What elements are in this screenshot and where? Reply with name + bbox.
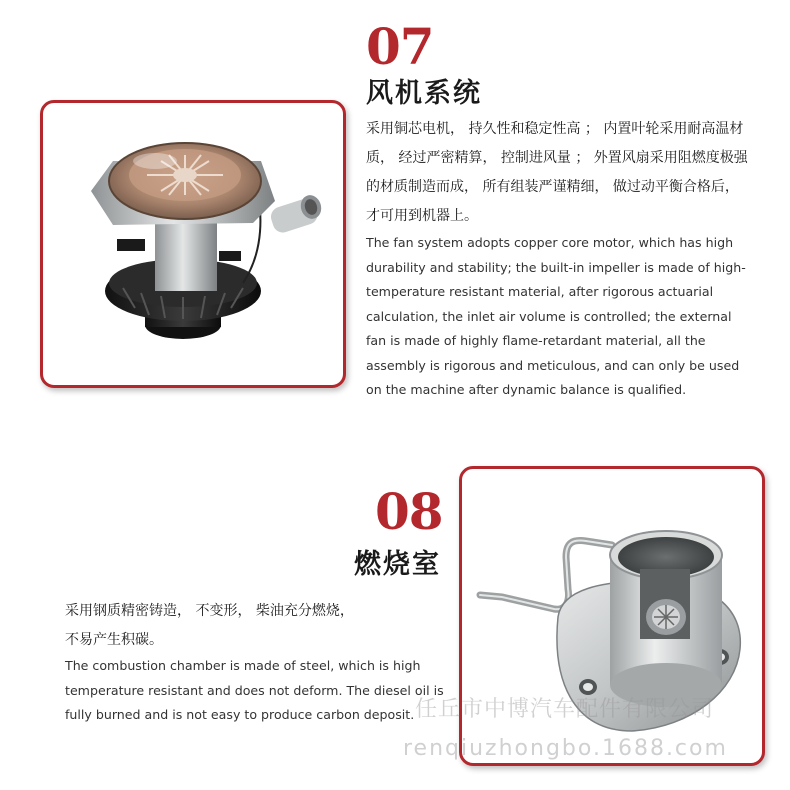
section-07-description-zh: 采用铜芯电机， 持久性和稳定性高 ； 内置叶轮采用耐高温材质， 经过严密精算， 控制进风量 ； 外置风扇采用阻燃度极强的材质制造而成， 所有组装严谨精细， 做过动平衡合格后， 才可用到机器上。 [366, 121, 748, 224]
section-07-title: 风机系统 [366, 78, 482, 109]
fan-blower-image [43, 103, 343, 385]
fan-system-image-frame [40, 100, 346, 388]
watermark-company: 任丘市中博汽车配件有限公司 [415, 697, 715, 722]
section-08-description-zh: 采用钢质精密铸造， 不变形， 柴油充分燃烧， 不易产生积碳。 [65, 603, 354, 648]
section-08-title: 燃烧室 [354, 549, 441, 580]
section-07-description-en: The fan system adopts copper core motor, which has high durability and stability; the built-in impeller is made of high-temperature resistant material, after rigorous actuarial calculation, the inlet air volume is controlled; the external fan is made of highly flame-retardant material, all the assembly is rigorous and meticulous, and can only be used on the machine after dynamic balance is qualified. [366, 235, 746, 397]
watermark-site: renqiuzhongbo.1688.com [403, 736, 728, 761]
section-07-number: 07 [366, 17, 434, 76]
section-08-number: 08 [375, 482, 443, 541]
section-08-description-en: The combustion chamber is made of steel, which is high temperature resistant and does not deform. The diesel oil is fully burned and is not easy to produce carbon deposit. [65, 658, 444, 722]
